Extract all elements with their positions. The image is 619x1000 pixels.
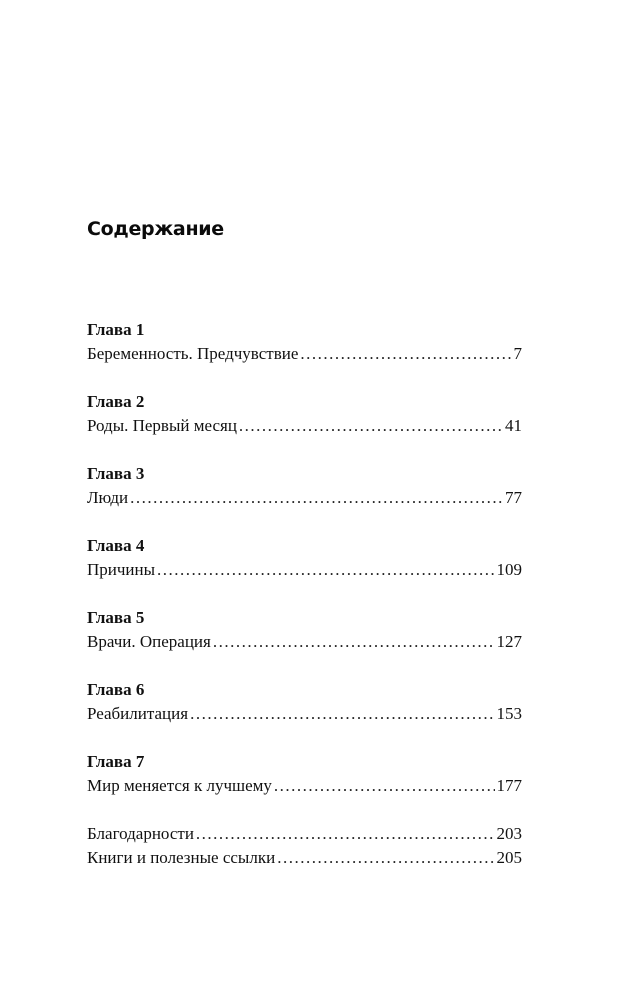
dot-leader	[196, 822, 495, 846]
chapter-label: Глава 6	[87, 680, 145, 699]
toc-chapter-6	[87, 678, 522, 726]
dot-leader	[157, 558, 494, 582]
chapter-label: Глава 1	[87, 320, 145, 339]
toc-entry[interactable]	[87, 414, 522, 438]
dot-leader	[239, 414, 503, 438]
chapter-label: Глава 5	[87, 608, 145, 627]
toc-entry[interactable]	[87, 558, 522, 582]
dot-leader	[300, 342, 511, 366]
entry-title: Причины	[87, 560, 156, 579]
toc-chapter-5	[87, 606, 522, 654]
toc-chapter-7	[87, 750, 522, 798]
entry-title: Книги и полезные ссылки	[87, 848, 276, 867]
toc-chapter-3	[87, 462, 522, 510]
toc-entry[interactable]	[87, 342, 522, 366]
page-number: 203	[496, 824, 522, 843]
page-number: 77	[505, 488, 522, 507]
page-number: 7	[513, 344, 522, 363]
entry-title: Реабилитация	[87, 704, 189, 723]
chapter-label: Глава 4	[87, 536, 145, 555]
toc-entry[interactable]	[87, 702, 522, 726]
page-number: 127	[496, 632, 522, 651]
toc-chapter-1	[87, 318, 522, 366]
chapter-label: Глава 7	[87, 752, 145, 771]
chapter-label: Глава 2	[87, 392, 145, 411]
entry-title: Врачи. Операция	[87, 632, 211, 651]
page-number: 109	[496, 560, 522, 579]
toc-entry[interactable]	[87, 486, 522, 510]
dot-leader	[274, 774, 495, 798]
dot-leader	[277, 846, 494, 870]
page-number: 177	[496, 776, 522, 795]
toc-entry-books-links[interactable]	[87, 846, 522, 870]
entry-title: Мир меняется к лучшему	[87, 776, 272, 795]
page-number: 41	[505, 416, 522, 435]
table-of-contents	[87, 318, 522, 870]
entry-title: Беременность. Предчувствие	[87, 344, 299, 363]
dot-leader	[213, 630, 495, 654]
entry-title: Роды. Первый месяц	[87, 416, 237, 435]
toc-chapter-2	[87, 390, 522, 438]
page-number: 205	[496, 848, 522, 867]
dot-leader	[130, 486, 503, 510]
toc-backmatter	[87, 822, 522, 870]
toc-chapter-4	[87, 534, 522, 582]
entry-title: Благодарности	[87, 824, 194, 843]
dot-leader	[190, 702, 494, 726]
page-title: Содержание	[87, 218, 224, 240]
toc-entry[interactable]	[87, 774, 522, 798]
page-number: 153	[496, 704, 522, 723]
entry-title: Люди	[87, 488, 129, 507]
toc-entry-acknowledgements[interactable]	[87, 822, 522, 846]
chapter-label: Глава 3	[87, 464, 145, 483]
toc-entry[interactable]	[87, 630, 522, 654]
